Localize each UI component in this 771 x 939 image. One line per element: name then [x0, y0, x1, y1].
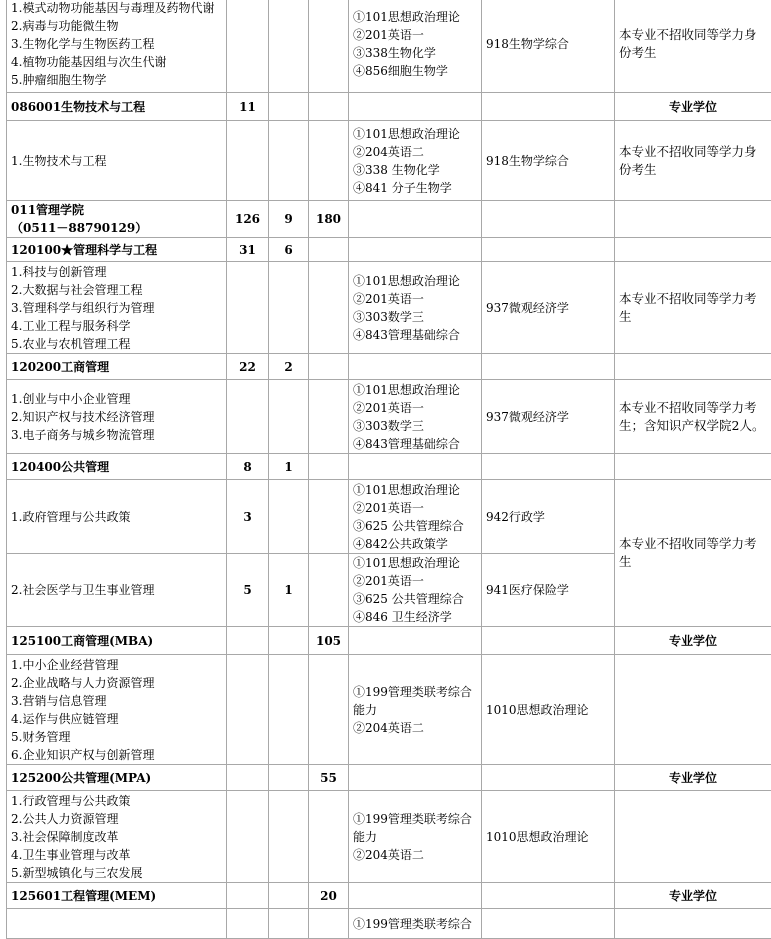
note-cell-text: 专业学位: [669, 889, 717, 903]
quota-cell: [227, 238, 269, 262]
direction-item: 5.新型城镇化与三农发展: [11, 864, 222, 882]
count-cell: [309, 380, 349, 454]
program-detail-row: [7, 121, 771, 201]
program-name-cell: [7, 93, 227, 121]
program-name-cell: [7, 883, 227, 909]
program-name-cell-text: 125200公共管理(MPA): [11, 771, 151, 785]
quota-cell: [227, 201, 269, 238]
retest-cell-text: 1010思想政治理论: [486, 830, 589, 844]
count-cell: [269, 791, 309, 883]
directions-cell: [7, 121, 227, 201]
admissions-table: [6, 0, 771, 939]
directions-cell: [7, 480, 227, 554]
directions-cell: [7, 380, 227, 454]
exam-subject: ③625 公共管理综合: [353, 517, 477, 535]
direction-item: 1.行政管理与公共政策: [11, 792, 222, 810]
note-cell: [615, 121, 771, 201]
direction-item: 2.知识产权与技术经济管理: [11, 408, 222, 426]
retest-cell: [482, 554, 615, 627]
exam-subject: ③625 公共管理综合: [353, 590, 477, 608]
direction-item: 2.社会医学与卫生事业管理: [11, 581, 222, 599]
retest-cell: [482, 262, 615, 354]
count-cell-text: 1: [284, 460, 292, 474]
retest-cell-text: 937微观经济学: [486, 410, 569, 424]
exam-subject: ②201英语一: [353, 499, 477, 517]
note-cell: [615, 909, 771, 939]
note-cell: [615, 201, 771, 238]
exam-subject: ①101思想政治理论: [353, 8, 477, 26]
quota-cell-text: 126: [235, 212, 260, 226]
program-name-cell-text: 086001生物技术与工程: [11, 100, 145, 114]
directions-cell: [7, 262, 227, 354]
note-cell-text: 本专业不招收同等学力身份考生: [619, 144, 757, 177]
count-cell: [309, 262, 349, 354]
exam-subject: ②204英语二: [353, 143, 477, 161]
program-detail-row: [7, 791, 771, 883]
retest-cell: [482, 909, 615, 939]
retest-cell-text: 918生物学综合: [486, 154, 569, 168]
exam-subject: ②204英语二: [353, 719, 477, 737]
exam-cell: [349, 238, 482, 262]
retest-cell: [482, 765, 615, 791]
directions-cell: [7, 554, 227, 627]
exam-subject: ②201英语一: [353, 399, 477, 417]
program-header-row: [7, 454, 771, 480]
exam-cell: [349, 909, 482, 939]
count-cell: [309, 791, 349, 883]
direction-item: 5.农业与农机管理工程: [11, 335, 222, 353]
quota-cell: [227, 480, 269, 554]
program-name-cell: [7, 201, 227, 238]
note-cell: [615, 627, 771, 655]
program-name-cell-text: 120400公共管理: [11, 460, 109, 474]
note-cell: [615, 0, 771, 93]
count-cell: [309, 454, 349, 480]
exam-cell: [349, 93, 482, 121]
note-cell: [615, 380, 771, 454]
table-body: [7, 0, 771, 939]
directions-cell: [7, 655, 227, 765]
program-header-row: [7, 883, 771, 909]
quota-cell-text: 3: [243, 510, 251, 524]
count-cell-text: 55: [320, 771, 337, 785]
program-name-cell: [7, 627, 227, 655]
count-cell: [309, 201, 349, 238]
retest-cell: [482, 627, 615, 655]
exam-subject: ②201英语一: [353, 290, 477, 308]
direction-item: 1.创业与中小企业管理: [11, 390, 222, 408]
program-detail-row: [7, 0, 771, 93]
program-name-cell-text: 011管理学院: [11, 201, 222, 219]
direction-item: 1.中小企业经营管理: [11, 656, 222, 674]
exam-cell: [349, 765, 482, 791]
direction-item: 3.营销与信息管理: [11, 692, 222, 710]
quota-cell: [227, 0, 269, 93]
note-cell: [615, 454, 771, 480]
retest-cell-text: 937微观经济学: [486, 301, 569, 315]
direction-item: 2.病毒与功能微生物: [11, 17, 222, 35]
exam-subject: ①101思想政治理论: [353, 125, 477, 143]
quota-cell: [227, 93, 269, 121]
program-header-row: [7, 765, 771, 791]
directions-cell: [7, 0, 227, 93]
note-cell: [615, 791, 771, 883]
count-cell: [269, 655, 309, 765]
direction-item: 1.科技与创新管理: [11, 263, 222, 281]
exam-subject: ①199管理类联考综合能力: [353, 683, 477, 719]
exam-subject: ①101思想政治理论: [353, 381, 477, 399]
count-cell: [269, 554, 309, 627]
count-cell: [269, 765, 309, 791]
count-cell: [269, 201, 309, 238]
count-cell: [269, 627, 309, 655]
program-detail-row: [7, 262, 771, 354]
count-cell: [269, 262, 309, 354]
exam-subject: ①199管理类联考综合能力: [353, 810, 477, 846]
count-cell: [309, 765, 349, 791]
program-header-row: [7, 201, 771, 238]
exam-subject: ④841 分子生物学: [353, 179, 477, 197]
count-cell: [309, 354, 349, 380]
count-cell-text: 180: [316, 212, 341, 226]
exam-subject: ①199管理类联考综合: [353, 915, 477, 933]
note-cell-text: 本专业不招收同等学力身份考生: [619, 27, 757, 60]
quota-cell-text: 5: [243, 583, 251, 597]
exam-subject: ②204英语二: [353, 846, 477, 864]
exam-subject: ④856细胞生物学: [353, 62, 477, 80]
exam-subject: ③338 生物化学: [353, 161, 477, 179]
program-name-cell-text: 120200工商管理: [11, 360, 109, 374]
quota-cell: [227, 655, 269, 765]
exam-subject: ④846 卫生经济学: [353, 608, 477, 626]
program-name-cell: [7, 765, 227, 791]
quota-cell: [227, 354, 269, 380]
count-cell: [309, 627, 349, 655]
note-cell-text: 专业学位: [669, 100, 717, 114]
count-cell: [269, 93, 309, 121]
program-detail-row: [7, 480, 771, 554]
exam-subject: ①101思想政治理论: [353, 481, 477, 499]
quota-cell: [227, 454, 269, 480]
retest-cell: [482, 93, 615, 121]
retest-cell-text: 1010思想政治理论: [486, 703, 589, 717]
program-name-cell: [7, 354, 227, 380]
program-detail-row: [7, 655, 771, 765]
directions-cell: [7, 909, 227, 939]
quota-cell: [227, 765, 269, 791]
direction-item: 1.生物技术与工程: [11, 152, 222, 170]
note-cell: [615, 883, 771, 909]
count-cell: [269, 480, 309, 554]
retest-cell: [482, 0, 615, 93]
exam-subject: ③338生物化学: [353, 44, 477, 62]
program-detail-row: [7, 909, 771, 939]
count-cell: [269, 121, 309, 201]
program-phone: （0511－88790129）: [11, 219, 222, 237]
quota-cell: [227, 627, 269, 655]
directions-cell: [7, 791, 227, 883]
exam-cell: [349, 0, 482, 93]
exam-cell: [349, 380, 482, 454]
quota-cell-text: 22: [239, 360, 256, 374]
count-cell-text: 1: [284, 583, 292, 597]
exam-cell: [349, 791, 482, 883]
direction-item: 2.公共人力资源管理: [11, 810, 222, 828]
retest-cell: [482, 883, 615, 909]
retest-cell: [482, 454, 615, 480]
exam-cell: [349, 201, 482, 238]
exam-cell: [349, 354, 482, 380]
exam-subject: ④842公共政策学: [353, 535, 477, 553]
note-cell-text: 本专业不招收同等学力考生；含知识产权学院2人。: [619, 400, 764, 433]
direction-item: 4.卫生事业管理与改革: [11, 846, 222, 864]
count-cell-text: 2: [284, 360, 292, 374]
quota-cell: [227, 262, 269, 354]
exam-cell: [349, 121, 482, 201]
retest-cell: [482, 480, 615, 554]
note-cell-text: 本专业不招收同等学力考生: [619, 536, 757, 569]
direction-item: 3.社会保障制度改革: [11, 828, 222, 846]
retest-cell: [482, 121, 615, 201]
direction-item: 5.财务管理: [11, 728, 222, 746]
count-cell: [309, 93, 349, 121]
direction-item: 6.企业知识产权与创新管理: [11, 746, 222, 764]
quota-cell: [227, 791, 269, 883]
retest-cell-text: 941医疗保险学: [486, 583, 569, 597]
direction-item: 4.植物功能基因组与次生代谢: [11, 53, 222, 71]
note-cell-text: 本专业不招收同等学力考生: [619, 291, 757, 324]
quota-cell: [227, 121, 269, 201]
direction-item: 4.运作与供应链管理: [11, 710, 222, 728]
count-cell: [269, 0, 309, 93]
count-cell: [269, 380, 309, 454]
count-cell: [309, 238, 349, 262]
note-cell-text: 专业学位: [669, 634, 717, 648]
retest-cell: [482, 354, 615, 380]
count-cell-text: 20: [320, 889, 337, 903]
retest-cell: [482, 380, 615, 454]
retest-cell: [482, 791, 615, 883]
program-header-row: [7, 238, 771, 262]
count-cell-text: 105: [316, 634, 341, 648]
direction-item: 2.企业战略与人力资源管理: [11, 674, 222, 692]
quota-cell-text: 31: [239, 243, 256, 257]
count-cell: [269, 909, 309, 939]
exam-subject: ④843管理基础综合: [353, 326, 477, 344]
note-cell: [615, 655, 771, 765]
exam-subject: ③303数学三: [353, 308, 477, 326]
count-cell: [309, 121, 349, 201]
count-cell: [309, 655, 349, 765]
count-cell: [309, 0, 349, 93]
direction-item: 1.政府管理与公共政策: [11, 508, 222, 526]
exam-cell: [349, 883, 482, 909]
quota-cell-text: 8: [243, 460, 251, 474]
exam-subject: ③303数学三: [353, 417, 477, 435]
retest-cell: [482, 238, 615, 262]
program-name-cell-text: 125601工程管理(MEM): [11, 889, 156, 903]
count-cell: [269, 354, 309, 380]
exam-cell: [349, 554, 482, 627]
note-cell: [615, 480, 771, 627]
quota-cell: [227, 909, 269, 939]
count-cell: [309, 883, 349, 909]
count-cell-text: 6: [284, 243, 292, 257]
exam-subject: ②201英语一: [353, 572, 477, 590]
quota-cell: [227, 883, 269, 909]
note-cell: [615, 765, 771, 791]
count-cell: [269, 238, 309, 262]
direction-item: 5.肿瘤细胞生物学: [11, 71, 222, 89]
program-name-cell-text: 125100工商管理(MBA): [11, 634, 153, 648]
count-cell: [309, 480, 349, 554]
direction-item: 1.模式动物功能基因与毒理及药物代谢: [11, 0, 222, 17]
program-name-cell: [7, 238, 227, 262]
note-cell: [615, 238, 771, 262]
exam-cell: [349, 627, 482, 655]
count-cell: [309, 909, 349, 939]
exam-cell: [349, 655, 482, 765]
direction-item: 4.工业工程与服务科学: [11, 317, 222, 335]
exam-subject: ①101思想政治理论: [353, 554, 477, 572]
direction-item: 3.管理科学与组织行为管理: [11, 299, 222, 317]
retest-cell: [482, 655, 615, 765]
program-header-row: [7, 627, 771, 655]
retest-cell: [482, 201, 615, 238]
quota-cell: [227, 554, 269, 627]
exam-subject: ④843管理基础综合: [353, 435, 477, 453]
note-cell: [615, 262, 771, 354]
direction-item: 3.电子商务与城乡物流管理: [11, 426, 222, 444]
count-cell: [269, 883, 309, 909]
note-cell-text: 专业学位: [669, 771, 717, 785]
count-cell: [309, 554, 349, 627]
count-cell-text: 9: [284, 212, 292, 226]
program-name-cell-text: 120100★管理科学与工程: [11, 243, 157, 257]
program-header-row: [7, 93, 771, 121]
note-cell: [615, 354, 771, 380]
exam-subject: ①101思想政治理论: [353, 272, 477, 290]
exam-cell: [349, 480, 482, 554]
program-detail-row: [7, 380, 771, 454]
program-header-row: [7, 354, 771, 380]
exam-subject: ②201英语一: [353, 26, 477, 44]
retest-cell-text: 918生物学综合: [486, 37, 569, 51]
exam-cell: [349, 454, 482, 480]
retest-cell-text: 942行政学: [486, 510, 545, 524]
quota-cell-text: 11: [239, 100, 256, 114]
direction-item: 2.大数据与社会管理工程: [11, 281, 222, 299]
direction-item: 3.生物化学与生物医药工程: [11, 35, 222, 53]
exam-cell: [349, 262, 482, 354]
quota-cell: [227, 380, 269, 454]
program-name-cell: [7, 454, 227, 480]
count-cell: [269, 454, 309, 480]
note-cell: [615, 93, 771, 121]
